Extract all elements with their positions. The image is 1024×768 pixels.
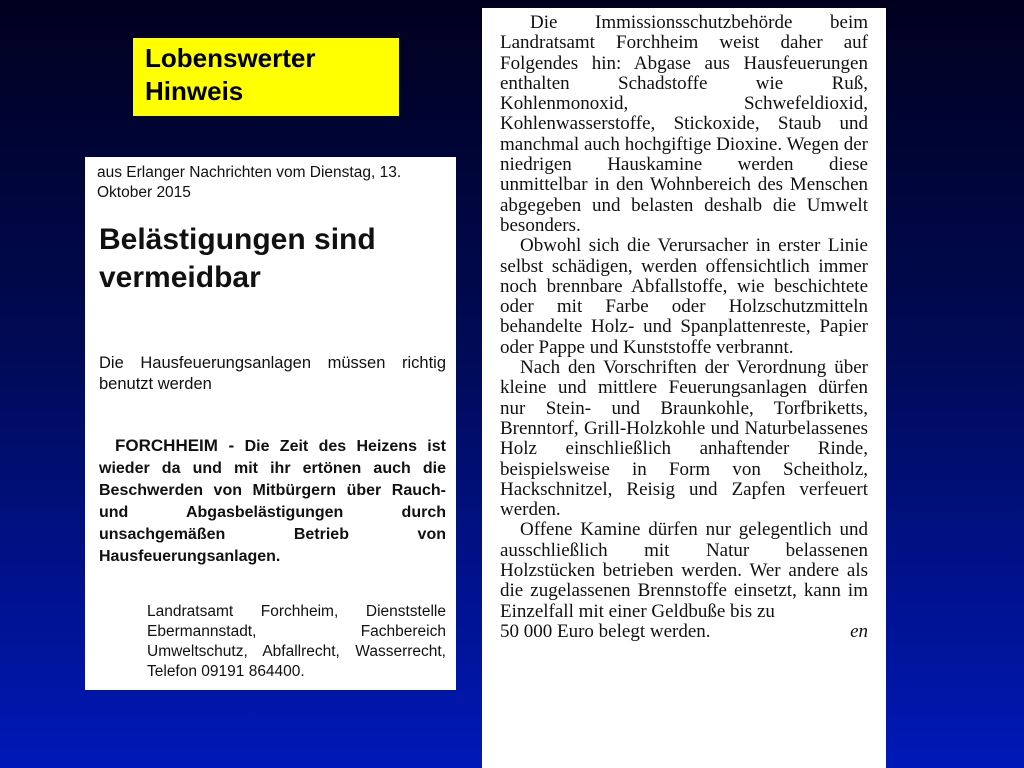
article-paragraph: Obwohl sich die Verursacher in erster Linie selbst schädigen, werden offensichtlich immer noch brennbare Abfallstoffe, wie beschichtete oder mit Farbe oder Holzschutzmitteln behandelte Holz- und Spanplattenreste, Papier oder Pappe und Kunststoffe verbrannt. [500,235,868,358]
slide-title: Lobenswerter Hinweis [133,38,399,116]
clipping-headline: Belästigungen sind vermeidbar [99,223,376,294]
clipping-source: aus Erlanger Nachrichten vom Dienstag, 13. Oktober 2015 [97,164,402,201]
clipping-lead-text: Die Zeit des Heizens ist wieder da und mit ihr ertönen auch die Beschwerden von Mitbürgern über Rauch- und Abgasbelästigungen durch unsachgemäßen Betrieb von Hausfeuerungsanlagen. [99,438,446,565]
article-paragraph: Offene Kamine dürfen nur gelegentlich und ausschließlich mit Natur belassenen Holzstücken betrieben werden. Wer andere als die zugelassenen Brennstoffe einsetzt, kann im Einzelfall mit einer Geldbuße bis zu [500,519,868,622]
article-last-line-text: 50 000 Euro belegt werden. [500,620,711,642]
clipping-dateline: FORCHHEIM - [115,436,235,455]
clipping-lead [99,435,446,568]
clipping-signature: Landratsamt Forchheim, Dienststelle Ebermannstadt, Fachbereich Umweltschutz, Abfallrecht, Wasserrecht, Telefon 09191 864400. [147,603,446,680]
newspaper-clipping-right [482,8,886,768]
author-tag: en [850,620,868,642]
clipping-subheadline: Die Hausfeuerungsanlagen müssen richtig benutzt werden [99,354,446,393]
newspaper-clipping-left [85,157,456,690]
article-last-line [500,622,868,642]
article-paragraph: Nach den Vorschriften der Verordnung über kleine und mittlere Feuerungsanlagen dürfen nur Stein- und Braunkohle, Torfbriketts, Brenntorf, Grill-Holzkohle und Naturbelassenes Holz einschließlich anhaftender Rinde, beispielsweise in Form von Scheitholz, Hackschnitzel, Reisig und Zapfen verfeuert werden. [500,357,868,521]
article-paragraph: Die Immissionsschutzbehörde beim Landratsamt Forchheim weist daher auf Folgendes hin: Abgase aus Hausfeuerungen enthalten Schadstoffe wie Ruß, Kohlenmonoxid, Schwefeldioxid, Kohlenwasserstoffe, Stickoxide, Staub und manchmal auch hochgiftige Dioxine. Wegen der niedrigen Hauskamine werden diese unmittelbar in den Wohnbereich des Menschen abgegeben und belasten deshalb die Umwelt besonders. [500,12,868,236]
